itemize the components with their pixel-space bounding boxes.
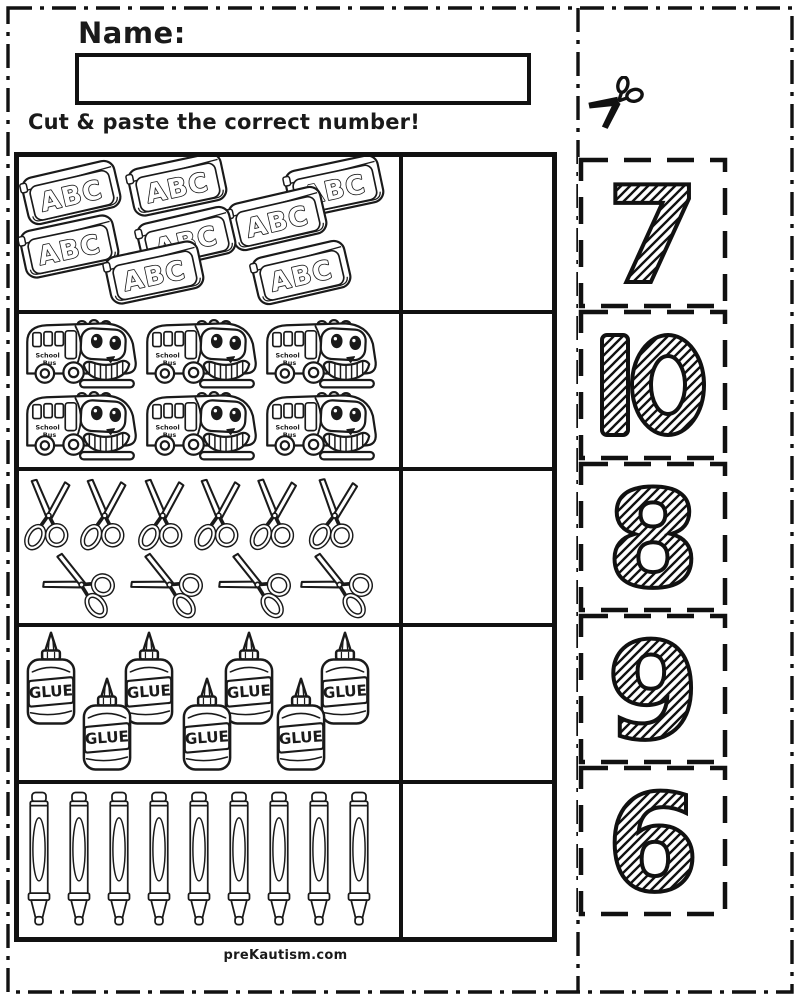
table-row-glue-bottles — [19, 627, 552, 784]
hatched-number — [578, 157, 728, 309]
scissors-image — [38, 543, 129, 623]
number-card-9[interactable] — [578, 613, 728, 765]
glue-bottle-image — [78, 677, 136, 773]
name-label: Name: — [78, 16, 186, 50]
answer-box-row-1[interactable] — [399, 157, 552, 310]
answer-box-row-2[interactable] — [399, 314, 552, 467]
scissors-image — [126, 543, 217, 623]
worksheet-title: Cut & paste the correct number! — [28, 110, 420, 134]
scissors-image — [303, 476, 367, 557]
crayon-image — [65, 786, 93, 932]
svg-text:8: 8 — [606, 462, 700, 613]
scissors-image — [296, 543, 387, 623]
svg-text:7: 7 — [606, 158, 700, 309]
crayon-image — [225, 786, 253, 932]
school-buses-picture-cell — [19, 314, 399, 467]
glue-bottle-image — [22, 631, 80, 727]
hatched-number — [578, 461, 728, 613]
crayon-image — [185, 786, 213, 932]
answer-box-row-5[interactable] — [399, 784, 552, 937]
school-bus-image — [22, 316, 140, 392]
school-bus-image — [22, 388, 140, 464]
table-row-pencil-cases — [19, 157, 552, 314]
counting-table — [14, 152, 557, 942]
hatched-number — [578, 309, 728, 461]
school-bus-image — [142, 388, 260, 464]
pencil-cases-picture-cell — [19, 157, 399, 310]
school-bus-image — [262, 316, 380, 392]
crayon-image — [145, 786, 173, 932]
school-bus-image — [262, 388, 380, 464]
scissors-image — [19, 477, 79, 555]
crayons-picture-cell — [19, 784, 399, 937]
hatched-number — [578, 613, 728, 765]
number-card-7[interactable] — [578, 157, 728, 309]
crayon-image — [345, 786, 373, 932]
scissors-image — [75, 477, 135, 555]
scissors-image — [133, 477, 193, 555]
crayon-image — [25, 786, 53, 932]
answer-box-row-4[interactable] — [399, 627, 552, 780]
number-card-10[interactable] — [578, 309, 728, 461]
name-input-box[interactable] — [75, 53, 531, 105]
table-row-school-buses — [19, 314, 552, 471]
table-row-crayons — [19, 784, 552, 937]
crayon-image — [305, 786, 333, 932]
number-card-8[interactable] — [578, 461, 728, 613]
glue-bottle-image — [272, 677, 330, 773]
crayon-image — [265, 786, 293, 932]
crayon-image — [105, 786, 133, 932]
footer-credit: preKautism.com — [223, 948, 348, 963]
glue-bottles-picture-cell — [19, 627, 399, 780]
scissors-cut-icon — [588, 76, 650, 136]
glue-bottle-image — [178, 677, 236, 773]
school-bus-image — [142, 316, 260, 392]
svg-text:6: 6 — [606, 766, 700, 917]
answer-box-row-3[interactable] — [399, 471, 552, 624]
hatched-number — [578, 765, 728, 917]
number-card-6[interactable] — [578, 765, 728, 917]
scissors-picture-cell — [19, 471, 399, 624]
scissors-image — [244, 477, 305, 556]
svg-text:9: 9 — [606, 614, 700, 765]
table-row-scissors — [19, 471, 552, 628]
